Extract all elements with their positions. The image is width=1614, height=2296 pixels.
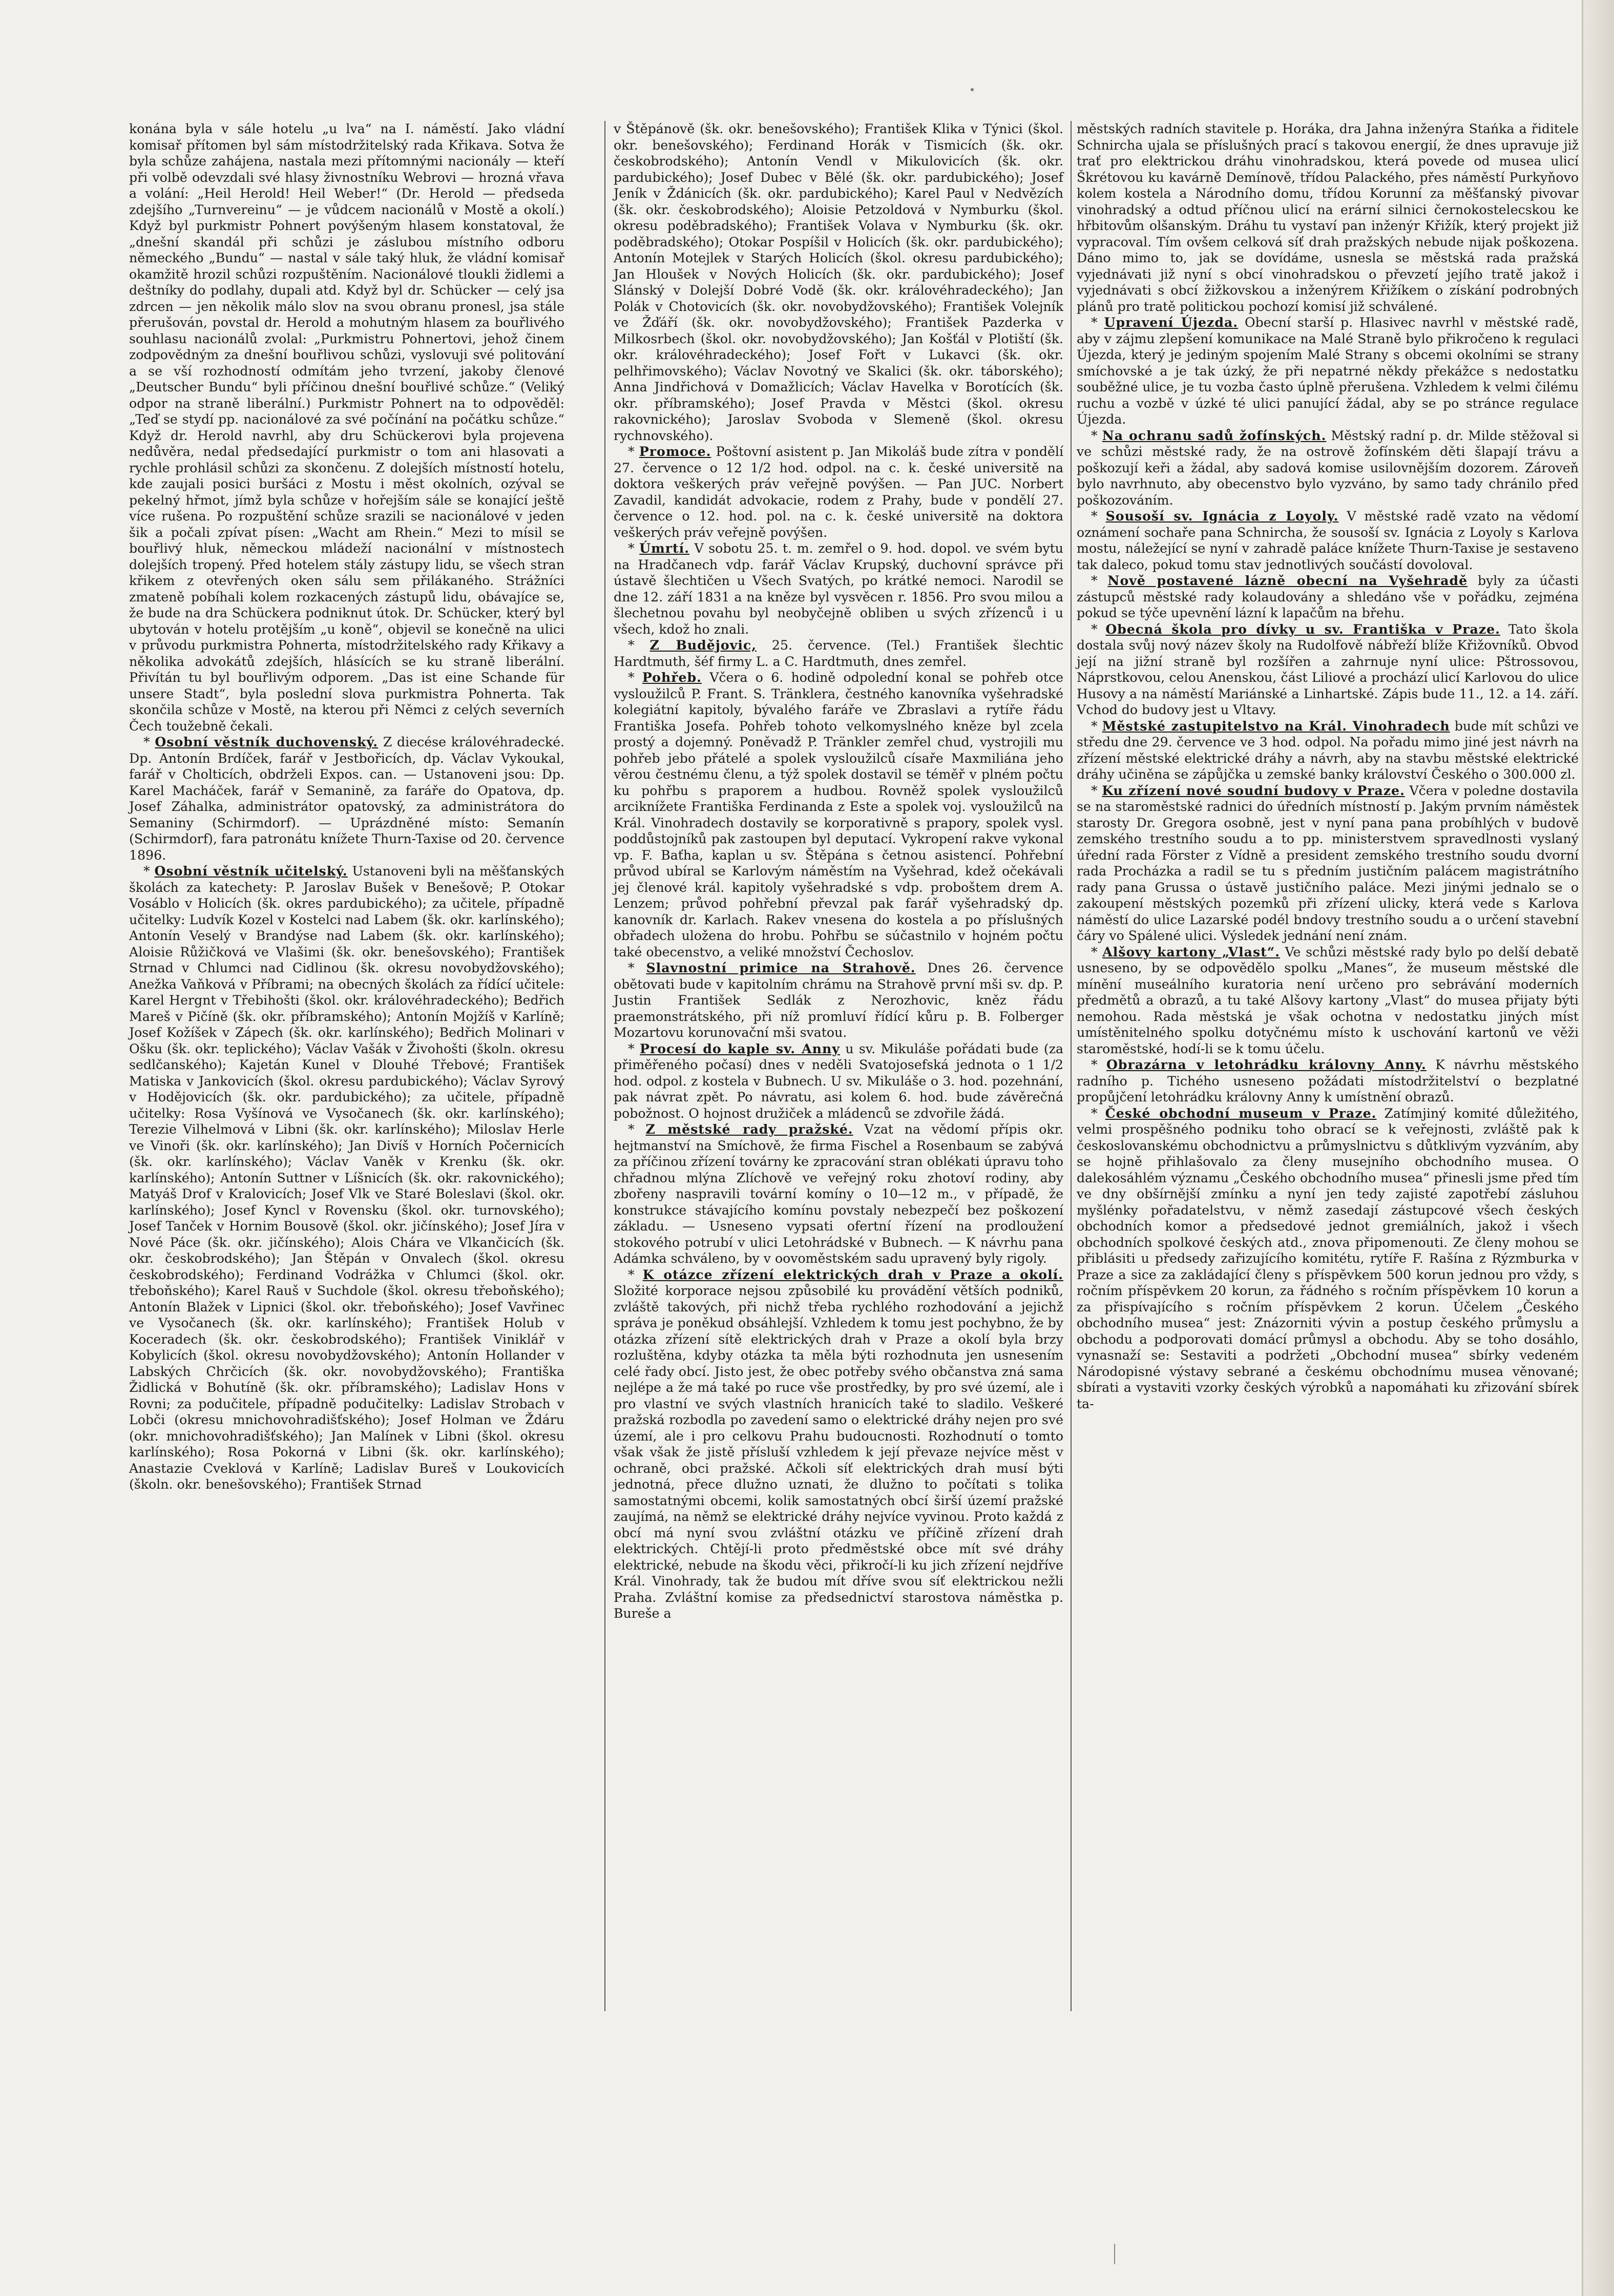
article-paragraph: * Alšovy kartony „Vlast“. Ve schůzi městské rady bylo po delší debatě usneseno, by se odpovědělo spolku „Manes“, že museum městské dle mínění museálního kuratoria není určeno pro sebrávání moderních předmětů a obrazů, a tu také Alšovy kartony „Vlast“ do musea přijaty býti nemohou. Rada městská je však ochotna v nedostatku jiných míst umístěnitelného spolku dotyčnému místo k uschování kartonů ve věži staroměstské, hodí-li se k tomu účelu. [1077,944,1579,1056]
article-text: K návrhu městského radního p. Tichého usneseno požádati místodržitelství o bezplatné propůjčení letohrádku královny Anny k umístnění obrazů. [1077,1057,1579,1104]
article-paragraph: * Z Budějovic, 25. července. (Tel.) František šlechtic Hardtmuth, šéf firmy L. a C. Hardtmuth, dnes zemřel. [614,637,1063,669]
article-heading: Alšovy kartony „Vlast“. [1102,944,1281,959]
article-heading: Pohřeb. [642,670,702,685]
article-text: Obecní starší p. Hlasivec navrhl v městské radě, aby v zájmu zlepšení komunikace na Malé Straně bylo přikročeno k regulaci Újezda, který je jediným spojením Malé Strany s obcemi okolními se strany smíchovské a je tak úzký, že při nepatrné někdy překážce s nedostatku souběžné ulice, je tu vozba často úplně přerušena. Vzhledem k velmi čilému ruchu a vozbě v úzké té ulici panující žádal, aby se po stránce regulace Újezda. [1077,315,1579,427]
page-edge [1583,0,1614,2296]
article-text: Zatímjiný komité důležitého, velmi prospěšného podniku toho obrací se k veřejnosti, zvláště pak k českoslovanskému obchodnictvu a průmyslnictvu s důtklivým vyzváním, aby se hojně přihlašovalo za členy musejního obchodního musea. O dalekosáhlém významu „Českého obchodního musea“ přinesli jsme před tím ve dny obšírnější zmínku a nyní jen tedy zajisté zapotřebí zásluhou myšlénky pořadatelstvu, v němž zasedají zástupcové všech českých obchodních komor a předsedové jednot gremiálních, jakož i všech obchodních spolkové českých atd., znova připomenouti. Ze členy mohou se přiblásiti u předsedy zařizujícího komitétu, rytíře F. Rašína z Rýzmburka v Praze a sice za zakládající členy s příspěvkem 500 korun jednou pro vždy, s ročním příspěvkem 20 korun, za řádného s ročním příspěvkem 10 korun a za přispívajícího s ročním příspěvkem 2 korun. Účelem „Českého obchodního musea“ jest: Znázorniti vývin a postup českého průmyslu a obchodu a podporovati domácí průmysl a obchodu. Aby se toho dosáhlo, vynasnaží se: Sestaviti a podržeti „Obchodní musea“ sbírky vedeném Národopisné výstavy sebrané a českému obchodnímu musea věnované; sbírati a vystaviti vzorky českých výrobků a napomáhati ku zřizování sbírek ta- [1077,1105,1579,1411]
page-mark [1114,2244,1115,2264]
article-text: Tato škola dostala svůj nový název školy na Rudolfově nábřeží blíže Křižovníků. Obvod její na jižní straně byl rozšířen a zahrnuje nyní ulice: Pštrossovou, Náprstkovou, celou Anenskou, část Liliové a prochází ulicí Karlovou do ulice Husovy a na náměstí Mariánské a Linhartské. Zápis bude 11., 12. a 14. září. Vchod do budovy jest u Vltavy. [1077,621,1579,717]
column-3 [1077,121,1579,1412]
article-text: konána byla v sále hotelu „u lva“ na I. náměstí. Jako vládní komisař přítomen byl sám místodržitelský rada Křikava. Sotva že byla schůze zahájena, nastala mezi přítomnými nacionály — kteří při volbě odevzdali své hlasy živnostníku Webrovi — hrozná vřava a volání: „Heil Herold! Heil Weber!“ (Dr. Herold — předseda zdejšího „Turnvereinu“ — je vůdcem nacionálů v Mostě a okolí.) Když byl purkmistr Pohnert povýšeným hlasem konstatoval, že „dnešní skandál při schůzi je záslubou místního odboru německého „Bundu“ — nastal v sále taký hluk, že vládní komisař okamžitě hrozil schůzi rozpuštěním. Nacionálové tloukli židlemi a deštníky do podlahy, dupali atd. Když byl dr. Schücker — celý jsa zdrcen — jen několik málo slov na svou obranu pronesl, jsa stále přerušován, povstal dr. Herold a mohutným hlasem za bouřlivého souhlasu nacionálů zvolal: „Purkmistru Pohnertovi, jehož činem zodpovědným za dnešní bouřlivou schůzi, vyslovuji své politování a se vší rozhodností odmítám jeho tvrzení, jakoby členové „Deutscher Bundu“ byli příčinou dnešní bouřlivé schůze.“ (Veliký odpor na straně liberální.) Purkmistr Pohnert na to odpověděl: „Teď se stydí pp. nacionálové za své počínání na počátku schůze.“ Když dr. Herold navrhl, aby dru Schückerovi byla projevena nedůvěra, nedal předsedající purkmistr o tom ani hlasovati a rychle prohlásil schůzi za skončenu. Z dolejších místností hotelu, kde zaujali posici buršáci z Mostu i měst okolních, ozýval se pekelný hřmot, jímž byla schůze v hořejším sále se konající ještě více rušena. Po rozpuštění schůze srazili se nacionálové v jeden šik a počali zpívat písen: „Wacht am Rhein.“ Mezi to mísil se bouřlivý hluk, německou mládeží nacionální v místnostech dolejších tropený. Před hotelem stály zástupy lidu, se všech stran křikem z otevřených oken sálu sem přilákaného. Strážníci zmateně pobíhali kolem rozkacených zástupů lidu, obávajíce se, že bude na dra Schückera podniknut útok. Dr. Schücker, který byl ubytován v hotelu protějším „u koně“, objevil se konečně na ulici v průvodu purkmistra Pohnerta, místodržitelského rady Křikavy a několika advokátů zdejších, hlásících se ku straně liberální. Přivítán tu byl bouřlivým odporem. „Das ist eine Schande für unsere Stadt“, byla poslední slova purkmistra Pohnerta. Tak skončila schůze v Mostě, na kterou při Němci z celých severních Čech toužebně čekali. [129,121,564,734]
article-paragraph: * Ku zřízení nové soudní budovy v Praze. Včera v poledne dostavila se na staroměstské radnici do úředních místností p. Jakým prvním náměstek starosty Dr. Gregora osobně, jest v nyní pana pana probíhlých v budově zemského trestního soudu a to pp. ministerstvem spravedlnosti vyslaný úřední rada Förster z Vídně a president zemského trestního soudu dvorní rada Procházka a radil se tu s předním justičním palácem magistrátního rady pana Grussa o ústavě justičního paláce. Mezi jinými jednalo se o zakoupení městských pozemků při zřízení ulicky, která vede s Karlova náměstí do ulice Lazarské podél bndovy trestního soudu a o určení stavební čáry vo Spálené ulici. Výsledek jednání není znám. [1077,782,1579,943]
article-heading: Obecná škola pro dívky u sv. Františka v Praze. [1105,621,1500,637]
article-heading: Z městské rady pražské. [645,1121,853,1137]
article-paragraph: * K otázce zřízení elektrických drah v Praze a okolí. Složité korporace nejsou způsobilé ku provádění větších podniků, zvláště takových, při nichž třeba rychlého rozhodování a jejichž správa je poněkud obsáhlejší. Vzhledem k tomu jest pochybno, že by otázka zřízení sítě elektrických drah v Praze a okolí byla brzy rozluštěna, kdyby otázka ta měla býti rozhodnuta jen usnesením celé řady obcí. Jisto jest, že obec potřeby svého občanstva zná sama nejlépe a že má také po ruce vše prostředky, by pro své území, ale i pro vlastní ve svých vlastních hranicích také to sladilo. Veškeré pražská rozbodla po zavedení samo o elektrické dráhy nejen pro své území, ale i pro celkovu Prahu budoucnosti. Rozhodnutí o tomto však však že jistě přísluší vzhledem k její převaze nejvíce měst v ochraně, obci pražské. Ačkoli síť elektrických drah musí býti jednotná, přece dlužno uznati, že dlužno to počítati s tolika samostatnými obcemi, kolik samostatných obcí širší území pražské zaujímá, na němž se elektrické dráhy nejvíce vyvinou. Proto každá z obcí má nyní svou zvláštní otázku ve příčině zřízení drah elektrických. Chtějí-li proto předměstské obce mít své dráhy elektrické, nebude na škodu věci, přikročí-li ku jich zřízení nejdříve Král. Vinohrady, tak že budou mít dříve svou síť elektrickou nežli Praha. Zvláštní komise za předsednictví starostova náměstka p. Bureše a [614,1266,1063,1621]
article-heading: Z Budějovic, [649,637,757,653]
article-heading: Úmrtí. [639,540,689,556]
article-text: bude mít schůzi ve středu dne 29. července ve 3 hod. odpol. Na pořadu mimo jiné jest návrh na zřízení městské elektrické dráhy a návrh, aby na stavbu městské elektrické dráhy učiněna se zápůjčka u zemské banky království Českého o 300.000 zl. [1077,718,1579,782]
article-heading: Ku zřízení nové soudní budovy v Praze. [1102,782,1405,798]
article-text: Vzat na vědomí přípis okr. hejtmanství na Smíchově, že firma Fischel a Rosenbaum se zabývá za příčinou zřízení továrny ke zpracování stran oblékati úpravu toho chřadnou mlýna Zlíchově ve veřejný roku zhotoví rodiny, aby zbořeny naspravili tovární komíny o 10—12 m., v případě, že konstrukce stávajícího komínu povstaly nebezpečí bez poškození základu. — Usneseno vypsati ofertní řízení na prodloužení stokového potrubí v ulici Letohrádské v Bubnech. — K návrhu pana Adámka schváleno, by v oovoměstském sadu upravený byly rigoly. [614,1122,1063,1266]
article-text: Poštovní asistent p. Jan Mikoláš bude zítra v pondělí 27. července o 12 1/2 hod. odpol. na c. k. české universitě na doktora veškerých práv veřejně povýšen. — Pan JUC. Norbert Zavadil, kandidát advokacie, rodem z Prahy, bude v pondělí 27. července o 12. hod. pol. na c. k. české universitě na doktora veškerých práv veřejně povýšen. [614,444,1064,540]
article-text: u sv. Mikuláše pořádati bude (za přiměřeného počasí) dnes v neděli Svatojosefská jednota o 1 1/2 hod. odpol. z kostela v Bubnech. U sv. Mikuláše o 3. hod. pozehnání, pak návrat zpět. Po návratu, asi kolem 6. hod. bude závěrečná pobožnost. O hojnost družiček a mládenců se zdvořile žádá. [614,1041,1063,1121]
column-1 [129,121,564,1493]
article-text: Ustanoveni byli na měšťanských školách za katechety: P. Jaroslav Bušek v Benešově; P. Otokar Vosáblo v Holicích (šk. okres pardubického); za učitele, případně učitelky: Ludvík Kozel v Kostelci nad Labem (šk. okr. karlínského); Antonín Veselý v Brandýse nad Labem (šk. okr. karlínského); Aloisie Růžičková ve Vlašimi (šk. okr. benešovského); František Strnad v Chlumci nad Cidlinou (šk. okresu novobydžovského); Anežka Vaňková v Příbrami; na obecných školách za řídící učitele: Karel Hergnt v Třebihošti (škol. okr. královéhradeckého); Bedřich Mareš v Pičíně (šk. okr. příbramského); Antonín Mojžíš v Karlíně; Josef Kožíšek v Zápech (šk. okr. karlínského); Bedřich Molinari v Ošku (šk. okr. teplického); Václav Vašák v Živohošti (školn. okresu sedlčanského); Kajetán Kunel v Dlouhé Třebové; František Matiska v Jankovicích (škol. okresu pardubického); Václav Syrový v Hodějovicích (šk. okr. pardubického); za učitele, případně učitelky: Rosa Vyšínová ve Vysočanech (šk. okr. karlínského); Terezie Vilhelmová v Libni (šk. okr. karlínského); Miloslav Herle ve Vinoři (šk. okr. karlínského); Jan Divíš v Horních Počernicích (šk. okr. karlínského); Václav Vaněk v Krenku (šk. okr. karlínského); Antonín Suttner v Líšnicích (šk. okr. rakovnického); Matyáš Drof v Kralovicích; Josef Vlk ve Staré Boleslavi (škol. okr. karlínského); Josef Kyncl v Rovensku (škol. okr. turnovského); Josef Tanček v Hornim Bousově (škol. okr. jičínského); Josef Jíra v Nové Páce (šk. okr. jičínského); Alois Chára ve Vlkančicích (šk. okr. českobrodského); Jan Štěpán v Onvalech (škol. okresu českobrodského); Ferdinand Vodrážka v Chlumci (škol. okr. třeboňského); Karel Rauš v Suchdole (škol. okresu třeboňského); Antonín Blažek v Lipnici (škol. okr. třeboňského); Josef Vavřinec ve Vysočanech (šk. okr. karlínského); František Holub v Koceradech (šk. okr. českobrodského); František Viniklář v Kobylicích (škol. okresu novobydžovského); Antonín Hollander v Labských Chrčicích (šk. okr. novobydžovského); Františka Židlická v Bohutíně (šk. okr. příbramského); Ladislav Hons v Rovni; za podučitele, případně podučitelky: Ladislav Strobach v Lobči (okresu mnichovohradišťského); Josef Holman ve Ždáru (okr. mnichovohradišťského); Jan Malínek v Libni (škol. okresu karlínského); Rosa Pokorná v Libni (šk. okr. karlínského); Anastazie Cveklová v Karlíně; Ladislav Bureš v Loukovicích (školn. okr. benešovského); František Strnad [129,864,564,1492]
article-paragraph: * Osobní věstník duchovenský. Z diecése královéhradecké. Dp. Antonín Brdíček, farář v Jestbořicích, dp. Václav Vykoukal, farář v Cholticích, obdrželi Expos. can. — Ustanoveni jsou: Dp. Karel Macháček, farář v Semanině, za faráře do Opatova, dp. Josef Záhalka, administrátor opatovský, za administrátora do Semaniny (Schirmdorf). — Uprázdněné místo: Semanín (Schirmdorf), fara patronátu knížete Thurn-Taxise od 20. července 1896. [129,734,564,863]
article-text: Včera v poledne dostavila se na staroměstské radnici do úředních místností p. Jakým prvním náměstek starosty Dr. Gregora osobně, jest v nyní pana pana probíhlých v budově zemského trestního soudu a to pp. ministerstvem spravedlnosti vyslaný úřední rada Förster z Vídně a president zemského trestního soudu dvorní rada Procházka a radil se tu s předním justičním palácem magistrátního rady pana Grussa o ústavě justičního paláce. Mezi jinými jednalo se o zakoupení městských pozemků při zřízení ulicky, která vede s Karlova náměstí do ulice Lazarské podél bndovy trestního soudu a o určení stavební čáry vo Spálené ulici. Výsledek jednání není znám. [1077,783,1579,943]
article-paragraph [614,121,1063,444]
article-heading: Na ochranu sadů žofínských. [1102,427,1327,443]
article-paragraph: * Z městské rady pražské. Vzat na vědomí přípis okr. hejtmanství na Smíchově, že firma Fischel a Rosenbaum se zabývá za příčinou zřízení továrny ke zpracování stran oblékati úpravu toho chřadnou mlýna Zlíchově ve veřejný roku zhotoví rodiny, aby zbořeny naspravili tovární komíny o 10—12 m., v případě, že konstrukce stávajícího komínu povstaly nebezpečí bez poškození základu. — Usneseno vypsati ofertní řízení na prodloužení stokového potrubí v ulici Letohrádské v Bubnech. — K návrhu pana Adámka schváleno, by v oovoměstském sadu upravený byly rigoly. [614,1121,1063,1266]
article-heading: Nově postavené lázně obecní na Vyšehradě [1107,573,1468,588]
article-paragraph: * Slavnostní primice na Strahově. Dnes 26. července obětovati bude v kapitolním chrámu na Strahově první mši sv. dp. P. Justin František Sedlák z Nerozhovic, kněz řádu praemonstrátského, při níž promluví řídící kůru p. B. Folberger Mozartovu korunovační mši svatou. [614,960,1063,1040]
article-paragraph: * České obchodní museum v Praze. Zatímjiný komité důležitého, velmi prospěšného podniku toho obrací se k veřejnosti, zvláště pak k českoslovanskému obchodnictvu a průmyslnictvu s důtklivým vyzváním, aby se hojně přihlašovalo za členy musejního obchodního musea. O dalekosáhlém významu „Českého obchodního musea“ přinesli jsme před tím ve dny obšírnější zmínku a nyní jen tedy zajisté zapotřebí zásluhou myšlénky pořadatelstvu, v němž zasedají zástupcové všech českých obchodních komor a předsedové jednot gremiálních, jakož i všech obchodních spolkové českých atd., znova připomenouti. Ze členy mohou se přiblásiti u předsedy zařizujícího komitétu, rytíře F. Rašína z Rýzmburka v Praze a sice za zakládající členy s příspěvkem 500 korun jednou pro vždy, s ročním příspěvkem 20 korun, za řádného s ročním příspěvkem 10 korun a za přispívajícího s ročním příspěvkem 2 korun. Účelem „Českého obchodního musea“ jest: Znázorniti vývin a postup českého průmyslu a obchodu a podporovati domácí průmysl a obchodu. Aby se toho dosáhlo, vynasnaží se: Sestaviti a podržeti „Obchodní musea“ sbírky vedeném Národopisné výstavy sebrané a českému obchodnímu musea věnované; sbírati a vystaviti vzorky českých výrobků a napomáhati ku zřizování sbírek ta- [1077,1105,1579,1411]
article-text: V sobotu 25. t. m. zemřel o 9. hod. dopol. ve svém bytu na Hradčanech vdp. farář Václav Krupský, duchovní správce při ústavě šlechtičen u Všech Svatých, po krátké nemoci. Narodil se dne 12. září 1831 a na kněze byl vysvěcen r. 1856. Pro svou milou a šlechetnou povahu byl neobyčejně obliben u svých zřízenců i u všech, kdož ho znali. [614,541,1063,637]
article-text: městských radních stavitele p. Horáka, dra Jahna inženýra Stańka a řiditele Schnircha ujala se příslušných prací s takovou energií, že dnes upravuje již trať pro elektrickou dráhu vinohradskou, která povede od musea ulicí Škrétovou ku kavárně Demínově, třídou Palackého, přes náměstí Purkyňovo kolem kostela a Národního domu, třídou Korunní za měšťanský pivovar vinohradský a odtud příčnou ulicí na erární silnici černokostelecskou ke hřbitovům olšanským. Dráhu tu vystaví pan inženýr Křižík, který projekt již vypracoval. Tím ovšem celková síť drah pražských nebude nijak poškozena. Dáno mimo to, jak se dovídáme, usnesla se městská rada pražská vyjednávati již nyní s obcí vinohradskou o převzetí jejího tratě jakož i vyjednávati s obcí žižkovskou a inženýrem Křižíkem o získání podrobných plánů pro tratě politickou pochozí komisí již schválené. [1077,121,1579,314]
article-text: Včera o 6. hodině odpolední konal se pohřeb otce vysloužilců P. Frant. S. Tränklera, čestného kanovníka vyšehradské kolegiátní kapitoly, bývalého faráře ve Zbraslavi a rytíře řádu Františka Josefa. Pohřeb tohoto velkomyslného kněze byl zcela prostý a dojemný. Poněvadž P. Tränkler zemřel chud, vystrojili mu pohřeb jebo přátelé a spolek vysloužilců císaře Maxmiliána jeho věrou čestnému členu, a týž spolek dostavil se téměř v plném počtu ku pohřbu s praporem a hudbou. Rovněž spolek vysloužilců arciknížete Františka Ferdinanda z Este a spolek voj. vysloužilců na Král. Vinohradech dostavily se korporativně s prapory, spolek vysl. poddůstojníků pak zastoupen byl deputací. Vykropení rakve vykonal vp. F. Baťha, kaplan u sv. Štěpána s četnou asistencí. Pohřební průvod ubíral se Karlovým náměstím na Vyšehrad, kdež očekávali jej členové král. kapitoly vyšehradské s vdp. proboštem drem A. Lenzem; průvod pohřební převzal pak farář vyšehradský dp. kanovník dr. Karlach. Rakev vnesena do kostela a po příslušných obřadech uložena do hrobu. Pohřbu se súčastnilo v hojném počtu také obecenstvo, a veliké množství Čechoslov. [614,670,1063,959]
article-heading: České obchodní museum v Praze. [1105,1105,1377,1121]
article-paragraph: * Městské zastupitelstvo na Král. Vinohradech bude mít schůzi ve středu dne 29. července ve 3 hod. odpol. Na pořadu mimo jiné jest návrh na zřízení městské elektrické dráhy a návrh, aby na stavbu městské elektrické dráhy učiněna se zápůjčka u zemské banky království Českého o 300.000 zl. [1077,718,1579,782]
article-paragraph: * Sousoší sv. Ignácia z Loyoly. V městské radě vzato na vědomí oznámení sochaře pana Schnirchа, že sousoší sv. Ignácia z Loyoly s Karlova mostu, náležející se nyní v zahradě paláce knížete Thurn-Taxise je sestaveno tak daleco, pokud tomu stav jednotlivých součástí dovoloval. [1077,508,1579,572]
article-text: v Štěpánově (šk. okr. benešovského); František Klika v Týnici (škol. okr. benešovského); Ferdinand Horák v Tismicích (šk. okr. českobrodského); Antonín Vendl v Mikulovicích (šk. okr. pardubického); Josef Dubec v Bělé (šk. okr. pardubického); Josef Jeník v Ždánicích (šk. okr. pardubického); Karel Paul v Nedvězích (šk. okr. českobrodského); Aloisie Petzoldová v Nymburku (škol. okresu poděbradského); František Volava v Nymburku (šk. okr. poděbradského); Otokar Pospíšil v Holicích (šk. okr. pardubického); Antonín Motejlek v Starých Holicích (škol. okresu pardubického); Jan Hloušek v Nových Holicích (šk. okr. pardubického); Josef Slánský v Dolejší Dobré Vodě (šk. okr. královéhradeckého); Jan Polák v Chotovicích (šk. okr. novobydžovského); František Volejník ve Žďáří (šk. okr. novobydžovského); František Pazderka v Milkosrbech (škol. okr. novobydžovského); Jan Košťál v Plotiští (šk. okr. královéhradeckého); Josef Fořt v Lukavci (šk. okr. pelhřimovského); Václav Novotný ve Skalici (šk. okr. táborského); Anna Jindřichová v Domažlicích; Václav Havelka v Borotících (šk. okr. příbramského); Josef Pravda v Městci (škol. okresu rakovnického); Jaroslav Svoboda v Slemeně (škol. okresu rychnovského). [614,121,1063,443]
article-heading: Obrazárna v letohrádku královny Anny. [1106,1057,1427,1072]
article-text: Složité korporace nejsou způsobilé ku provádění větších podniků, zvláště takových, při nichž třeba rychlého rozhodování a jejichž správa je poněkud obsáhlejší. Vzhledem k tomu jest pochybno, že by otázka zřízení sítě elektrických drah v Praze a okolí byla brzy rozluštěna, kdyby otázka ta měla býti rozhodnuta jen usnesením celé řady obcí. Jisto jest, že obec potřeby svého občanstva zná sama nejlépe a že má také po ruce vše prostředky, by pro své území, ale i pro vlastní ve svých vlastních hranicích také to sladilo. Veškeré pražská rozbodla po zavedení samo o elektrické dráhy nejen pro své území, ale i pro celkovu Prahu budoucnosti. Rozhodnutí o tomto však však že jistě přísluší vzhledem k její převaze nejvíce měst v ochraně, obci pražské. Ačkoli síť elektrických drah musí býti jednotná, přece dlužno uznati, že dlužno to počítati s tolika samostatnými obcemi, kolik samostatných obcí širší území pražské zaujímá, na němž se elektrické dráhy nejvíce vyvinou. Proto každá z obcí má nyní svou zvláštní otázku ve příčině zřízení drah elektrických. Chtějí-li proto předměstské obce mít své dráhy elektrické, nebude na škodu věci, přikročí-li ku jich zřízení nejdříve Král. Vinohrady, tak že budou mít dříve svou síť elektrickou nežli Praha. Zvláštní komise za předsednictví starostova náměstka p. Bureše a [614,1283,1063,1621]
column-2 [614,121,1063,1622]
article-text: Ve schůzi městské rady bylo po delší debatě usneseno, by se odpovědělo spolku „Manes“, že museum městské dle mínění museálního kuratoria není určeno pro sebrávání moderních předmětů a obrazů, a tu také Alšovy kartony „Vlast“ do musea přijaty býti nemohou. Rada městská je však ochotna v nedostatku jiných míst umístěnitelného spolku dotyčnému místo k uschování kartonů ve věži staroměstské, hodí-li se k tomu účelu. [1077,944,1579,1056]
article-paragraph [1077,121,1579,315]
column-rule [604,121,605,2011]
article-text: 25. července. (Tel.) František šlechtic Hardtmuth, šéf firmy L. a C. Hardtmuth, dnes zemřel. [614,638,1063,669]
article-text: Dnes 26. července obětovati bude v kapitolním chrámu na Strahově první mši sv. dp. P. Justin František Sedlák z Nerozhovic, kněz řádu praemonstrátského, při níž promluví řídící kůru p. B. Folberger Mozartovu korunovační mši svatou. [614,961,1063,1040]
article-paragraph: * Pohřeb. Včera o 6. hodině odpolední konal se pohřeb otce vysloužilců P. Frant. S. Tränklera, čestného kanovníka vyšehradské kolegiátní kapitoly, bývalého faráře ve Zbraslavi a rytíře řádu Františka Josefa. Pohřeb tohoto velkomyslného kněze byl zcela prostý a dojemný. Poněvadž P. Tränkler zemřel chud, vystrojili mu pohřeb jebo přátelé a spolek vysloužilců císaře Maxmiliána jeho věrou čestnému členu, a týž spolek dostavil se téměř v plném počtu ku pohřbu s praporem a hudbou. Rovněž spolek vysloužilců arciknížete Františka Ferdinanda z Este a spolek voj. vysloužilců na Král. Vinohradech dostavily se korporativně s prapory, spolek vysl. poddůstojníků pak zastoupen byl deputací. Vykropení rakve vykonal vp. F. Baťha, kaplan u sv. Štěpána s četnou asistencí. Pohřební průvod ubíral se Karlovým náměstím na Vyšehrad, kdež očekávali jej členové král. kapitoly vyšehradské s vdp. proboštem drem A. Lenzem; průvod pohřební převzal pak farář vyšehradský dp. kanovník dr. Karlach. Rakev vnesena do kostela a po příslušných obřadech uložena do hrobu. Pohřbu se súčastnilo v hojném počtu také obecenstvo, a veliké množství Čechoslov. [614,670,1063,959]
article-paragraph: * Upravení Újezda. Obecní starší p. Hlasivec navrhl v městské radě, aby v zájmu zlepšení komunikace na Malé Straně bylo přikročeno k regulaci Újezda, který je jediným spojením Malé Strany s obcemi okolními se strany smíchovské a je tak úzký, že při nepatrné někdy překážce s nedostatku souběžné ulice, je tu vozba často úplně přerušena. Vzhledem k velmi čilému ruchu a vozbě v úzké té ulici panující žádal, aby se po stránce regulace Újezda. [1077,315,1579,427]
article-paragraph: * Osobní věstník učitelský. Ustanoveni byli na měšťanských školách za katechety: P. Jaroslav Bušek v Benešově; P. Otokar Vosáblo v Holicích (šk. okres pardubického); za učitele, případně učitelky: Ludvík Kozel v Kostelci nad Labem (šk. okr. karlínského); Antonín Veselý v Brandýse nad Labem (šk. okr. karlínského); Aloisie Růžičková ve Vlašimi (šk. okr. benešovského); František Strnad v Chlumci nad Cidlinou (šk. okresu novobydžovského); Anežka Vaňková v Příbrami; na obecných školách za řídící učitele: Karel Hergnt v Třebihošti (škol. okr. královéhradeckého); Bedřich Mareš v Pičíně (šk. okr. příbramského); Antonín Mojžíš v Karlíně; Josef Kožíšek v Zápech (šk. okr. karlínského); Bedřich Molinari v Ošku (šk. okr. teplického); Václav Vašák v Živohošti (školn. okresu sedlčanského); Kajetán Kunel v Dlouhé Třebové; František Matiska v Jankovicích (škol. okresu pardubického); Václav Syrový v Hodějovicích (šk. okr. pardubického); za učitele, případně učitelky: Rosa Vyšínová ve Vysočanech (šk. okr. karlínského); Terezie Vilhelmová v Libni (šk. okr. karlínského); Miloslav Herle ve Vinoři (šk. okr. karlínského); Jan Divíš v Horních Počernicích (šk. okr. karlínského); Václav Vaněk v Krenku (šk. okr. karlínského); Antonín Suttner v Líšnicích (šk. okr. rakovnického); Matyáš Drof v Kralovicích; Josef Vlk ve Staré Boleslavi (škol. okr. karlínského); Josef Kyncl v Rovensku (škol. okr. turnovského); Josef Tanček v Hornim Bousově (škol. okr. jičínského); Josef Jíra v Nové Páce (šk. okr. jičínského); Alois Chára ve Vlkančicích (šk. okr. českobrodského); Jan Štěpán v Onvalech (škol. okresu českobrodského); Ferdinand Vodrážka v Chlumci (škol. okr. třeboňského); Karel Rauš v Suchdole (škol. okresu třeboňského); Antonín Blažek v Lipnici (škol. okr. třeboňského); Josef Vavřinec ve Vysočanech (šk. okr. karlínského); František Holub v Koceradech (šk. okr. českobrodského); František Viniklář v Kobylicích (škol. okresu novobydžovského); Antonín Hollander v Labských Chrčicích (šk. okr. novobydžovského); Františka Židlická v Bohutíně (šk. okr. příbramského); Ladislav Hons v Rovni; za podučitele, případně podučitelky: Ladislav Strobach v Lobči (okresu mnichovohradišťského); Josef Holman ve Ždáru (okr. mnichovohradišťského); Jan Malínek v Libni (škol. okresu karlínského); Rosa Pokorná v Libni (šk. okr. karlínského); Anastazie Cveklová v Karlíně; Ladislav Bureš v Loukovicích (školn. okr. benešovského); František Strnad [129,863,564,1492]
article-heading: Promoce. [639,444,711,459]
article-paragraph: * Procesí do kaple sv. Anny u sv. Mikuláše pořádati bude (za přiměřeného počasí) dnes v neděli Svatojosefská jednota o 1 1/2 hod. odpol. z kostela v Bubnech. U sv. Mikuláše o 3. hod. pozehnání, pak návrat zpět. Po návratu, asi kolem 6. hod. bude závěrečná pobožnost. O hojnost družiček a mládenců se zdvořile žádá. [614,1040,1063,1121]
article-text: byly za účasti zástupců městské rady kolaudovány a shledáno vše v pořádku, zejména pokud se týče upevnění lázní k lapačům na břehu. [1077,573,1579,620]
article-heading: Sousoší sv. Ignácia z Loyoly. [1105,508,1339,524]
article-heading: Procesí do kaple sv. Anny [639,1040,840,1056]
article-paragraph [129,121,564,734]
page-speck [971,88,974,91]
article-heading: Městské zastupitelstvo na Král. Vinohradech [1102,718,1450,734]
column-rule [1071,121,1072,2011]
article-paragraph: * Obecná škola pro dívky u sv. Františka v Praze. Tato škola dostala svůj nový název školy na Rudolfově nábřeží blíže Křižovníků. Obvod její na jižní straně byl rozšířen a zahrnuje nyní ulice: Pštrossovou, Náprstkovou, celou Anenskou, část Liliové a prochází ulicí Karlovou do ulice Husovy a na náměstí Mariánské a Linhartské. Zápis bude 11., 12. a 14. září. Vchod do budovy jest u Vltavy. [1077,621,1579,717]
article-paragraph: * Obrazárna v letohrádku královny Anny. K návrhu městského radního p. Tichého usneseno požádati místodržitelství o bezplatné propůjčení letohrádku královny Anny k umístnění obrazů. [1077,1057,1579,1104]
article-heading: Osobní věstník duchovenský. [155,734,379,749]
article-paragraph: * Promoce. Poštovní asistent p. Jan Mikoláš bude zítra v pondělí 27. července o 12 1/2 hod. odpol. na c. k. české universitě na doktora veškerých práv veřejně povýšen. — Pan JUC. Norbert Zavadil, kandidát advokacie, rodem z Prahy, bude v pondělí 27. července o 12. hod. pol. na c. k. české universitě na doktora veškerých práv veřejně povýšen. [614,444,1064,540]
article-text: V městské radě vzato na vědomí oznámení sochaře pana Schnirchа, že sousoší sv. Ignácia z Loyoly s Karlova mostu, náležející se nyní v zahradě paláce knížete Thurn-Taxise je sestaveno tak daleco, pokud tomu stav jednotlivých součástí dovoloval. [1077,509,1579,572]
article-text: Z diecése královéhradecké. Dp. Antonín Brdíček, farář v Jestbořicích, dp. Václav Vykoukal, farář v Cholticích, obdrželi Expos. can. — Ustanoveni jsou: Dp. Karel Macháček, farář v Semanině, za faráře do Opatova, dp. Josef Záhalka, administrátor opatovský, za administrátora do Semaniny (Schirmdorf). — Uprázdněné místo: Semanín (Schirmdorf), fara patronátu knížete Thurn-Taxise od 20. července 1896. [129,735,564,863]
article-heading: Slavnostní primice na Strahově. [646,960,916,975]
article-paragraph: * Nově postavené lázně obecní na Vyšehradě byly za účasti zástupců městské rady kolaudovány a shledáno vše v pořádku, zejména pokud se týče upevnění lázní k lapačům na břehu. [1077,573,1579,620]
article-heading: Upravení Újezda. [1104,315,1239,330]
article-heading: K otázce zřízení elektrických drah v Praze a okolí. [642,1266,1063,1282]
article-text: Městský radní p. dr. Milde stěžoval si ve schůzi městské rady, že na ostrově žofínském děti šlapají trávu a poškozují keři a žádal, aby sadová komise usilovnějším dozorem. Zároveň bylo navrhnuto, aby obecenstvo bylo vyzváno, by samo tady chránilo před poškozováním. [1077,428,1579,508]
article-paragraph: * Úmrtí. V sobotu 25. t. m. zemřel o 9. hod. dopol. ve svém bytu na Hradčanech vdp. farář Václav Krupský, duchovní správce při ústavě šlechtičen u Všech Svatých, po krátké nemoci. Narodil se dne 12. září 1831 a na kněze byl vysvěcen r. 1856. Pro svou milou a šlechetnou povahu byl neobyčejně obliben u svých zřízenců i u všech, kdož ho znali. [614,540,1063,637]
article-paragraph: * Na ochranu sadů žofínských. Městský radní p. dr. Milde stěžoval si ve schůzi městské rady, že na ostrově žofínském děti šlapají trávu a poškozují keři a žádal, aby sadová komise usilovnějším dozorem. Zároveň bylo navrhnuto, aby obecenstvo bylo vyzváno, by samo tady chránilo před poškozováním. [1077,427,1579,508]
article-heading: Osobní věstník učitelský. [154,863,348,879]
